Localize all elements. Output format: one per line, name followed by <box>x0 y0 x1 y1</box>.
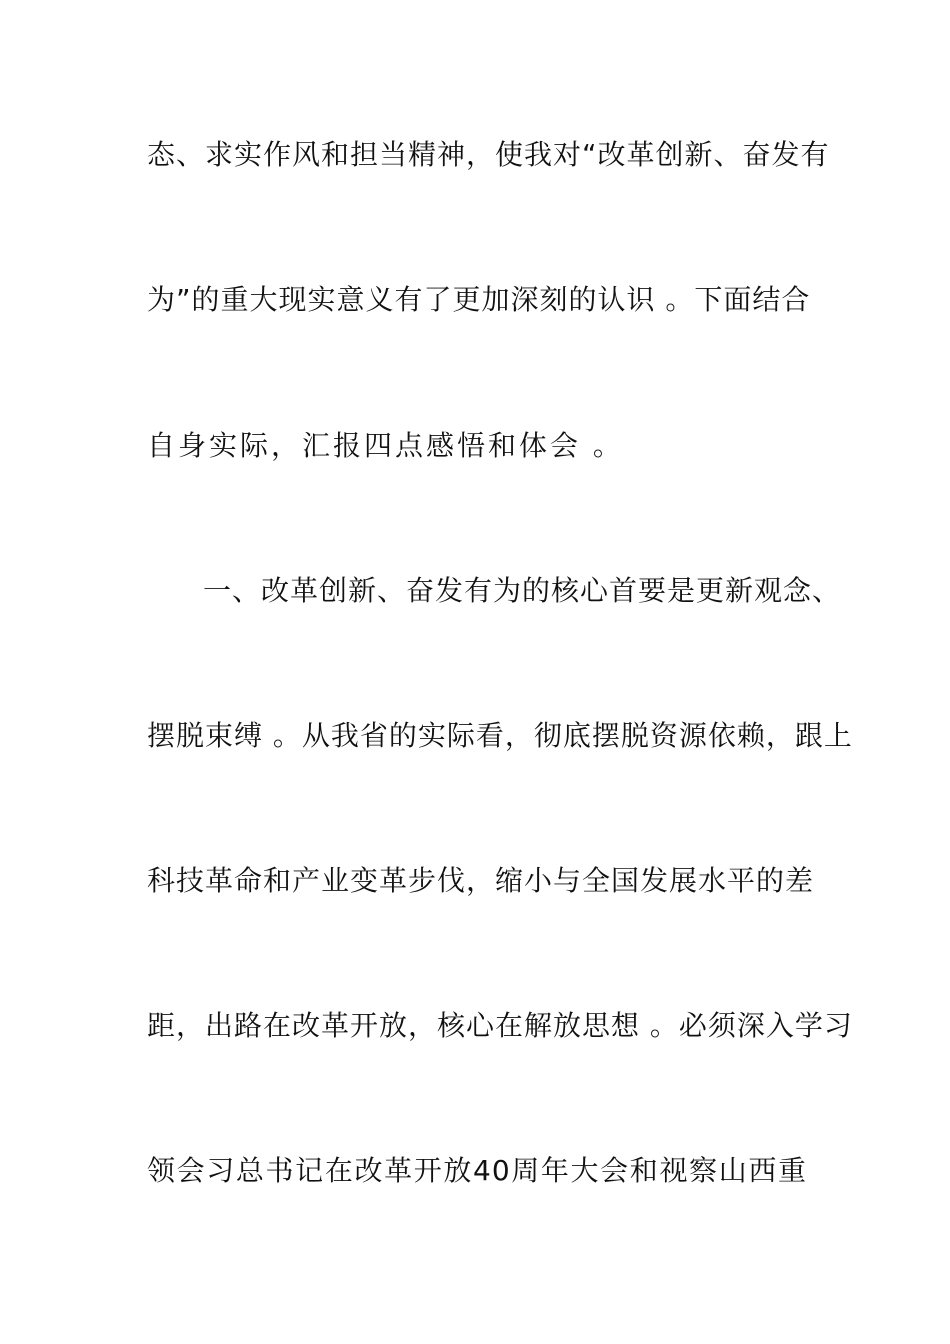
body-text-line: 领会习总书记在改革开放40周年大会和视察山西重 <box>147 1154 807 1187</box>
section-heading-line: 一、改革创新、奋发有为的核心首要是更新观念、 <box>203 574 842 607</box>
body-text-line: 自身实际，汇报四点感悟和体会 。 <box>147 429 624 462</box>
body-text-line: 科技革命和产业变革步伐，缩小与全国发展水平的差 <box>147 864 815 897</box>
body-text-line: 态、求实作风和担当精神，使我对“改革创新、奋发有 <box>147 138 830 171</box>
body-text-line: 摆脱束缚 。从我省的实际看，彻底摆脱资源依赖，跟上 <box>147 719 853 752</box>
body-text-line: 为”的重大现实意义有了更加深刻的认识 。下面结合 <box>147 283 811 316</box>
body-text-line: 距，出路在改革开放，核心在解放思想 。必须深入学习 <box>147 1009 853 1042</box>
